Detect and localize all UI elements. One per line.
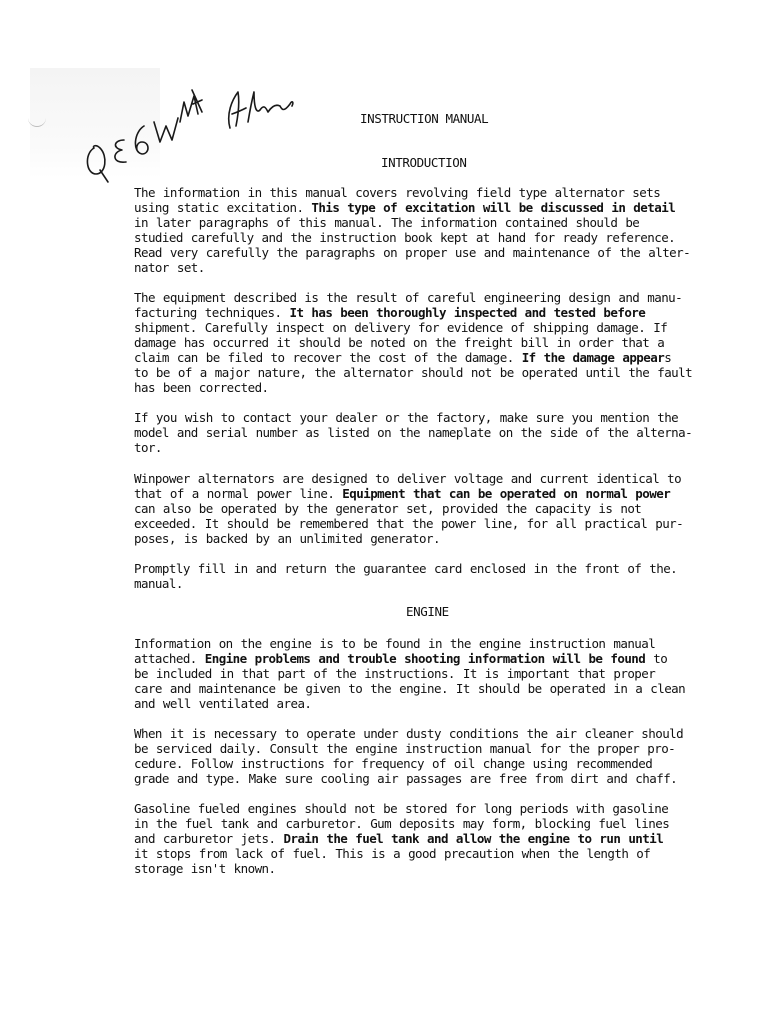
text-line xyxy=(134,410,734,425)
text-run: s xyxy=(664,350,672,365)
text-line xyxy=(134,756,734,771)
text-line xyxy=(134,230,734,245)
text-line xyxy=(134,440,734,455)
text-line xyxy=(134,681,734,696)
text-run: care and maintenance be given to the engine. It should be operated in a clean xyxy=(134,681,686,696)
text-line xyxy=(134,260,734,275)
text-line xyxy=(134,816,734,831)
section-heading-engine: ENGINE xyxy=(406,604,449,619)
text-line xyxy=(134,666,734,681)
text-line xyxy=(134,726,734,741)
paragraph xyxy=(134,410,734,455)
text-run: attached. xyxy=(134,651,205,666)
text-run: facturing techniques. xyxy=(134,305,290,320)
text-run: in the fuel tank and carburetor. Gum deposits may form, blocking fuel lines xyxy=(134,816,670,831)
text-line xyxy=(134,350,734,365)
bold-text: Drain the fuel tank and allow the engine to run until xyxy=(283,831,664,846)
text-run: damage has occurred it should be noted on the freight bill in order that a xyxy=(134,335,665,350)
text-run: that of a normal power line. xyxy=(134,486,343,501)
text-line xyxy=(134,425,734,440)
text-line xyxy=(134,576,734,591)
text-run: it stops from lack of fuel. This is a good precaution when the length of xyxy=(134,846,651,861)
text-run: Read very carefully the paragraphs on proper use and maintenance of the alter- xyxy=(134,245,691,260)
text-run: to be of a major nature, the alternator should not be operated until the fault xyxy=(134,365,693,380)
bold-text: It has been thoroughly inspected and tested before xyxy=(289,305,646,320)
text-run: claim can be filed to recover the cost of the damage. xyxy=(134,350,522,365)
text-run: can also be operated by the generator set, provided the capacity is not xyxy=(134,501,642,516)
text-run: be included in that part of the instructions. It is important that proper xyxy=(134,666,656,681)
text-line xyxy=(134,335,734,350)
text-line xyxy=(134,831,734,846)
text-line xyxy=(134,741,734,756)
text-run: and well ventilated area. xyxy=(134,696,312,711)
text-run: The information in this manual covers revolving field type alternator sets xyxy=(134,185,661,200)
handwritten-annotation xyxy=(80,70,310,190)
text-run: Winpower alternators are designed to deliver voltage and current identical to xyxy=(134,471,682,486)
text-run: in later paragraphs of this manual. The information contained should be xyxy=(134,215,640,230)
paragraph xyxy=(134,636,734,711)
text-line xyxy=(134,516,734,531)
text-line xyxy=(134,561,734,576)
text-line xyxy=(134,501,734,516)
paragraph xyxy=(134,185,734,275)
text-run: exceeded. It should be remembered that the power line, for all practical pur- xyxy=(134,516,684,531)
text-run: When it is necessary to operate under dusty conditions the air cleaner should xyxy=(134,726,684,741)
paragraph xyxy=(134,471,734,546)
text-line xyxy=(134,846,734,861)
text-run: Promptly fill in and return the guarantee card enclosed in the front of the. xyxy=(134,561,678,576)
text-run: Information on the engine is to be found in the engine instruction manual xyxy=(134,636,656,651)
paragraph xyxy=(134,290,734,395)
text-run: The equipment described is the result of careful engineering design and manu- xyxy=(134,290,683,305)
text-run: grade and type. Make sure cooling air passages are free from dirt and chaff. xyxy=(134,771,678,786)
text-line xyxy=(134,305,734,320)
paragraph xyxy=(134,801,734,876)
bold-text: This type of excitation will be discussed in detail xyxy=(311,200,676,215)
text-run: poses, is backed by an unlimited generator. xyxy=(134,531,440,546)
text-run: has been corrected. xyxy=(134,380,269,395)
text-line xyxy=(134,290,734,305)
text-run: and carburetor jets. xyxy=(134,831,284,846)
text-run: model and serial number as listed on the nameplate on the side of the alterna- xyxy=(134,425,693,440)
text-run: studied carefully and the instruction book kept at hand for ready reference. xyxy=(134,230,676,245)
bold-text: If the damage appear xyxy=(521,350,665,365)
section-heading-introduction: INTRODUCTION xyxy=(381,155,467,170)
text-line xyxy=(134,320,734,335)
text-line xyxy=(134,471,734,486)
text-run: Gasoline fueled engines should not be stored for long periods with gasoline xyxy=(134,801,669,816)
text-line xyxy=(134,365,734,380)
document-title: INSTRUCTION MANUAL xyxy=(360,111,489,126)
text-line xyxy=(134,861,734,876)
text-run: be serviced daily. Consult the engine instruction manual for the proper pro- xyxy=(134,741,676,756)
text-run: nator set. xyxy=(134,260,205,275)
paragraph xyxy=(134,726,734,786)
paragraph xyxy=(134,561,734,591)
text-run: cedure. Follow instructions for frequency of oil change using recommended xyxy=(134,756,653,771)
text-line xyxy=(134,215,734,230)
bold-text: Engine problems and trouble shooting information will be found xyxy=(204,651,646,666)
text-line xyxy=(134,486,734,501)
text-line xyxy=(134,200,734,215)
text-run: using static excitation. xyxy=(134,200,312,215)
text-line xyxy=(134,185,734,200)
text-line xyxy=(134,531,734,546)
bold-text: Equipment that can be operated on normal power xyxy=(342,486,671,501)
text-line xyxy=(134,636,734,651)
text-line xyxy=(134,696,734,711)
text-run: tor. xyxy=(134,440,162,455)
text-line xyxy=(134,245,734,260)
text-run: shipment. Carefully inspect on delivery for evidence of shipping damage. If xyxy=(134,320,668,335)
text-line xyxy=(134,771,734,786)
text-run: storage isn't known. xyxy=(134,861,276,876)
text-run: to xyxy=(645,651,668,666)
text-line xyxy=(134,651,734,666)
text-run: manual. xyxy=(134,576,183,591)
text-line xyxy=(134,801,734,816)
text-line xyxy=(134,380,734,395)
text-run: If you wish to contact your dealer or the factory, make sure you mention the xyxy=(134,410,679,425)
